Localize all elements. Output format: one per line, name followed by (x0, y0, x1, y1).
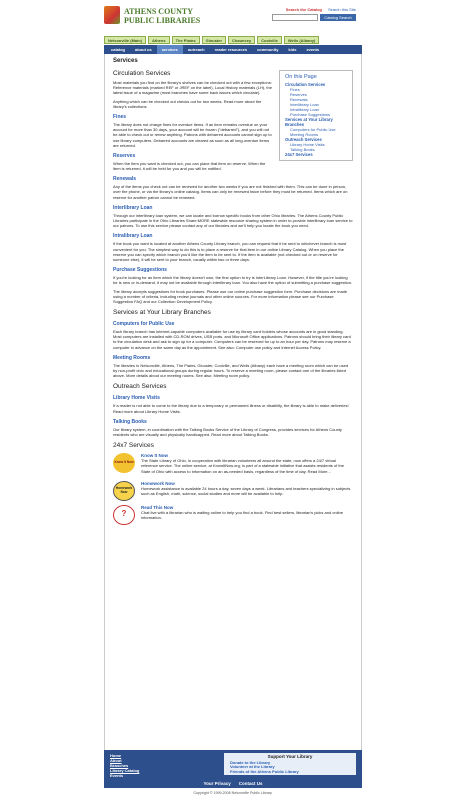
privacy-link[interactable]: Your Privacy (203, 780, 231, 786)
main-content (104, 54, 362, 750)
footer-bottom-bar (104, 778, 362, 788)
homework-now-icon[interactable]: Homework Now (113, 481, 135, 501)
meeting-rooms-text: The libraries in Nelsonville, Athens, The Plains, Glouster, Coolville, and Wells (Albany) each have a meeting room which can be used by non-profit civic and educational groups during regular hours. To reserve a meeting room, please contact one of the libraries listed above. More details about our meeting rooms. See also: Meeting room policy. (113, 362, 349, 379)
branch-tab-chauncey[interactable]: Chauncey (228, 36, 255, 44)
catalog-search-button[interactable]: Catalog Search (320, 14, 356, 21)
home-visits-heading: Library Home Visits (113, 395, 160, 402)
purchase-text-1: If you're looking for an item which the library doesn't own, the first option to try is InterLibrary Loan. However, if the title you're looking for is new or in-demand, it may not be available through interlibrary loan. You also have the option of submitting a purchase suggestion. (113, 275, 353, 286)
toc-item-intralibrary[interactable]: Intralibrary Loan (290, 107, 319, 112)
purchase-heading: Purchase Suggestions (113, 267, 167, 274)
branch-tabs (104, 36, 319, 44)
service-title[interactable]: Know It Now (141, 453, 168, 459)
footer-link-branches[interactable]: Branches (110, 763, 129, 768)
support-link-donate[interactable]: Donate to the Library (230, 759, 271, 765)
toc-item-renewals[interactable]: Renewals (290, 97, 308, 102)
library-logo-icon[interactable] (104, 6, 120, 24)
branches-heading: Services at Your Library Branches (113, 309, 211, 317)
service-title[interactable]: Read This Now (141, 504, 174, 510)
branch-tab-the-plains[interactable]: The Plains (172, 36, 200, 44)
talking-books-text: Our library system, in coordination with the Talking Books Service of the Library of Congress, provides services for Athens County residents who are visually and physically handicapped. Read more about Talking Books. (113, 426, 342, 437)
logo-title-line2[interactable]: PUBLIC LIBRARIES (124, 16, 201, 25)
nav-catalog[interactable]: catalog (111, 47, 126, 52)
interlibrary-text: Through our interlibrary loan system, we can locate and borrow specific books from other Ohio libraries. The Athens County Public Libraries participate in the Ohio Libraries Share:MORE statewide resource sharing system in order to provide interlibrary loan service to our patrons. To use this service please contact any of our libraries and we'll help you locate the book you need. (113, 212, 353, 229)
service-title[interactable]: Homework Now (141, 480, 175, 486)
service-read-this-now (113, 505, 353, 525)
toc-item-fines[interactable]: Fines (290, 87, 300, 92)
page-title: Services (113, 58, 138, 64)
toc-item-24x7[interactable]: 24x7 Services (285, 152, 313, 157)
service-know-it-now (113, 453, 353, 477)
service-desc: Homework assistance is available 24 hours a day, seven days a week. Librarians and teachers specializing in subjects such as English, math, science, social studies and more will be available to help. (141, 485, 351, 496)
toc-item-circulation[interactable]: Circulation Services (285, 82, 326, 87)
branch-tab-glouster[interactable]: Glouster (202, 36, 226, 44)
circulation-heading: Circulation Services (113, 70, 171, 77)
branch-tab-wells[interactable]: Wells (Albany) (284, 36, 320, 44)
meeting-rooms-heading: Meeting Rooms (113, 354, 151, 361)
purchase-text-2: The library accepts suggestions for book purchases. Please use our online purchase suggestion form. Purchase decisions are made using a number of criteria, including review journals and other online sources. For more information please see our Purchase Suggestion FAQ and our Collection Development Policy. (113, 288, 348, 304)
toc-item-branches[interactable]: Services at Your Library Branches (285, 117, 333, 127)
nav-outreach[interactable]: outreach (187, 47, 205, 52)
footer-link-catalog[interactable]: Library Catalog (110, 768, 140, 773)
toc-item-reserves[interactable]: Reserves (290, 92, 307, 97)
on-this-page-box (279, 70, 353, 161)
fines-heading: Fines (113, 113, 127, 120)
renewals-heading: Renewals (113, 176, 137, 183)
footer-link-about[interactable]: About (110, 758, 122, 763)
interlibrary-heading: Interlibrary Loan (113, 204, 153, 211)
search-tab-site[interactable]: Search this Site (327, 7, 356, 12)
reserves-text: When the item you want is checked out, you can place that item on reserve. When the item is returned, it will be held for you and you will be notified. (113, 160, 266, 172)
support-library-box (224, 753, 356, 775)
contact-link[interactable]: Contact Us (238, 780, 263, 786)
nav-events[interactable]: events (306, 47, 320, 52)
read-this-now-icon[interactable]: ? (113, 505, 135, 525)
reserves-heading: Reserves (113, 152, 136, 159)
toc-item-interlibrary[interactable]: Interlibrary Loan (290, 102, 319, 107)
fines-text: The library does not charge fines for overdue items. If an item remains overdue on your account for more than 30 days, your account will be frozen ("debarred"), and you will not be able to check out or renew anything. Patrons with debarred accounts cannot sign up to use library computers. Debarred accounts are cleared as soon as all long-overdue items are returned. (113, 121, 272, 148)
search-input[interactable] (272, 14, 318, 21)
home-visits-text: If a reader is not able to come to the library due to a temporary or permanent illness or disability, the library is able to make deliveries! Read more about Library Home Visits. (113, 403, 349, 414)
footer-link-home[interactable]: Home (110, 753, 122, 758)
main-nav (104, 45, 362, 54)
support-link-volunteer[interactable]: Volunteer at the Library (230, 764, 275, 770)
service-homework-now (113, 481, 353, 501)
toc-item-meeting-rooms[interactable]: Meeting Rooms (290, 132, 319, 137)
computers-text: Each library branch has internet-capable computers available for use by library card holders whose accounts are in good standing. Most computers are installed with CD-ROM drives, USB ports, and Microsoft Office applications. Patrons should bring their library card to the circulation desk and ask to sign up for a computer. Computers can be reserved for up to an hour per day. Patrons may reserve a computer in advance on the same day as the appointment. See also: Computer use policy and Internet Access Policy. (113, 329, 351, 350)
search-box (266, 7, 356, 27)
nav-reader-resources[interactable]: reader resources (214, 47, 248, 52)
circulation-text-2: Anything which can be checked out checks out for two weeks. Read more about the library's collections. (113, 98, 262, 109)
toc-item-talking-books[interactable]: Talking Books (290, 147, 315, 152)
branch-tab-nelsonville[interactable]: Nelsonville (Main) (104, 36, 146, 44)
support-link-friends[interactable]: Friends of the Athens Public Library (230, 768, 299, 774)
toc-item-home-visits[interactable]: Library Home Visits (290, 142, 325, 147)
outreach-heading: Outreach Services (113, 383, 167, 391)
services-24x7-heading: 24x7 Services (113, 442, 154, 450)
intralibrary-text: If the book you want is located at another Athens County Library branch, you can request that it be sent to whichever branch is most convenient for you. The simplest way to do this is to place a reserve for that item in our online Library Catalog. When you place the reserve you can specify which branch you'd like the item to be sent to. If the item is available (not checked out or on reserve for someone else), it will be sent to your branch, usually within two or three days. (113, 241, 347, 262)
talking-books-heading: Talking Books (113, 418, 147, 425)
logo-title-line1[interactable]: ATHENS COUNTY (124, 7, 193, 16)
footer-link-events[interactable]: Events (110, 773, 124, 778)
search-tab-catalog[interactable]: Search the Catalog (285, 7, 322, 12)
toc-title: On this Page (285, 74, 317, 80)
branch-tab-coolville[interactable]: Coolville (257, 36, 282, 44)
nav-kids[interactable]: kids (288, 47, 297, 52)
computers-heading: Computers for Public Use (113, 321, 175, 328)
support-title: Support Your Library (267, 754, 313, 759)
site-header (100, 4, 362, 28)
nav-about-us[interactable]: about us (135, 47, 152, 52)
branch-tab-athens[interactable]: Athens (148, 36, 170, 44)
renewals-text: Any of the items you check out can be renewed for another two weeks if you are not finished with them. This can be done in person, over the phone, or via the library's online catalog. Items can only be renewed twice before they must be returned. Items which are on reserve for another patron cannot be renewed. (113, 184, 348, 200)
service-desc: The State Library of Ohio, in cooperation with librarian volunteers all around the state, now offers a 24/7 virtual reference service. The online service, at KnowItNow.org, is part of a statewide initiative that assists residents of the State of Ohio with access to information on an as-needed basis, regardless of the time of day. Read More... (141, 458, 344, 474)
toc-item-computers[interactable]: Computers for Public Use (290, 127, 336, 132)
nav-community[interactable]: community (257, 47, 279, 52)
know-it-now-icon[interactable]: Know It Now (113, 453, 135, 473)
intralibrary-heading: Intralibrary Loan (113, 233, 153, 240)
copyright: Copyright © 1999-2008 Nelsonville Public Library. (193, 791, 273, 795)
toc-item-outreach[interactable]: Outreach Services (285, 137, 322, 142)
footer-links (110, 753, 220, 778)
circulation-text-1: Most materials you find on the library's shelves can be checked out with a few exceptions: Reference materials (marked REF or JREF on the label), Local History materials (LH), the latest issue of a magazine (most branches have some back issues which circulate). (113, 80, 272, 96)
service-desc: Chat live with a librarian who is waiting online to help you find a book. Find best sellers, librarian's picks and online information. (141, 509, 343, 520)
toc-item-purchase[interactable]: Purchase Suggestions (290, 112, 331, 117)
nav-services[interactable]: services (157, 45, 183, 54)
site-footer (104, 750, 362, 778)
